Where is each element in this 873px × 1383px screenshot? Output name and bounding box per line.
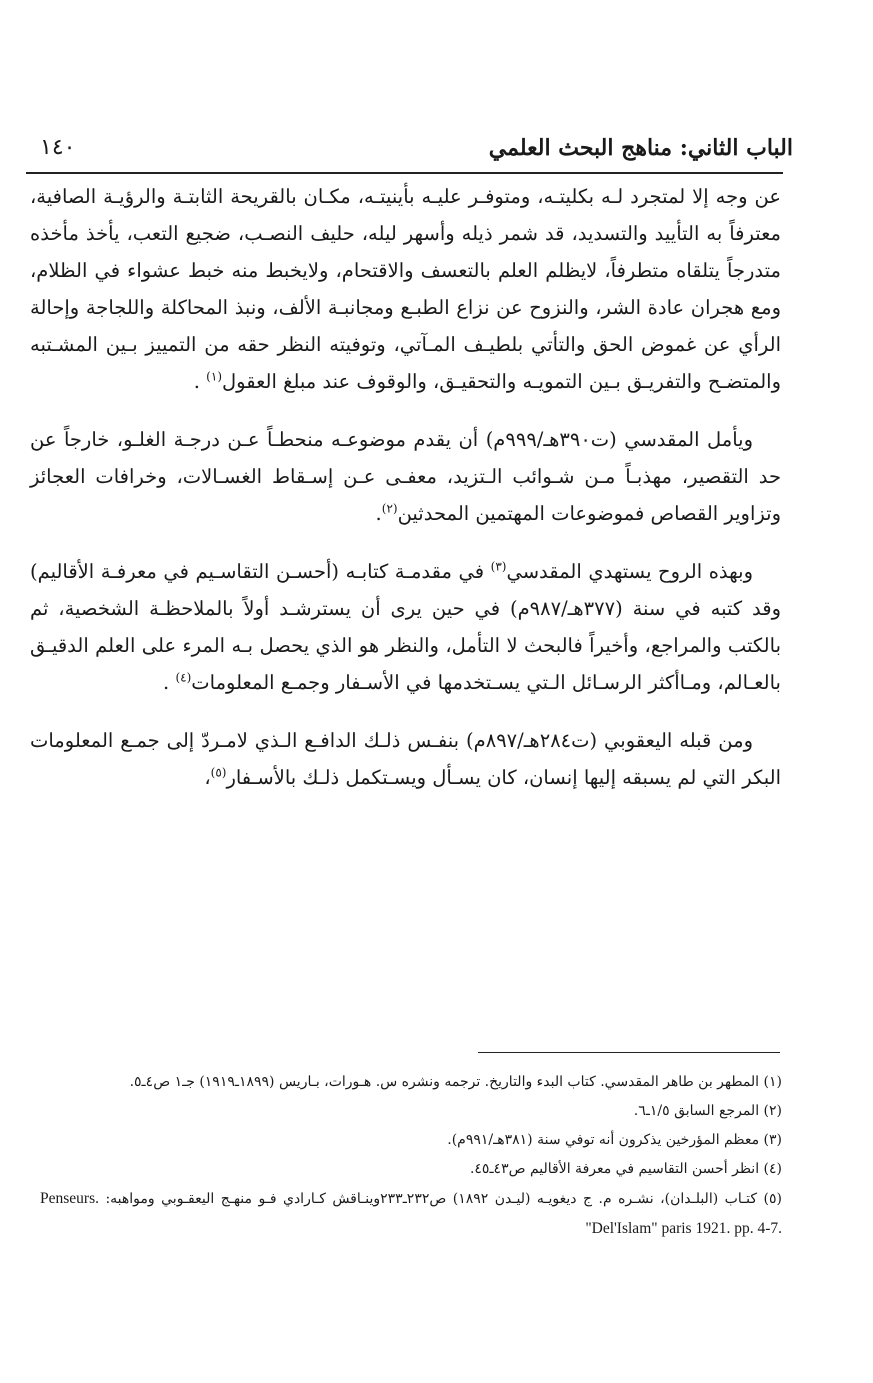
paragraph-1-text: عن وجه إلا لمتجرد لـه بكليتـه، ومتوفـر عليـه بأينيتـه، مكـان بالقريحة الثابتـة والرؤيـة الصافية، معترفاً به التأييد والتسديد، قد شمر ذيله وأسهر ليله، حليف النصـب، ضجيع التعب، يأخذ مأخذه متدرجاً يتلقاه متطرفاً، لايظلم العلم بالتعسف والاقتحام، ولايخبط منه خبط عشواء في الظلام، ومع هجران عادة الشر، والنزوح عن نزاع الطبـع ومجانبـة الألف، ونبذ المحاكلة واللجاجة وإحالة الرأي عن غموض الحق والتأتي بلطيـف المـآتي، وتوفيته النظر حقه من التمييز بـين المشـتبه والمتضـح والتفريـق بـين التمويـه والتحقيـق، والوقوف عند مبلغ العقول: [30, 185, 781, 393]
paragraph-3-middle: في مقدمـة كتابـه (أحسـن التقاسـيم في معرفـة الأقاليم) وقد كتبه في سنة (٣٧٧هـ/٩٨٧م) في حين يرى أن يسترشـد أولاً بالملاحظـة الشخصية، ثم بالكتب والمراجع، وأخيراً فالبحث لا التأمل، والنظر هو الذي يحصل بـه المرء على العلم الدقيـق بالعـالم، ومـاأكثر الرسـائل الـتي يسـتخدمها في الأسـفار وجمـع المعلومات: [30, 560, 781, 694]
paragraph-3-tail: .: [163, 671, 176, 694]
footnote-ref-3: (٣): [490, 559, 507, 574]
paragraph-4-tail: ،: [204, 766, 211, 789]
footnote-2: (٢) المرجع السابق ١/٥ـ٦.: [633, 1103, 782, 1119]
paragraph-1: [30, 178, 781, 400]
footnote-4: (٤) انظر أحسن التقاسيم في معرفة الأقاليم ص٤٣ـ٤٥.: [469, 1161, 782, 1177]
paragraph-4-text: ومن قبله اليعقوبي (ت٢٨٤هـ/٨٩٧م) بنفـس ذلـك الدافـع الـذي لامـردّ إلى جمـع المعلومات البكر التي لم يسبقه إليها إنسان، كان يسـأل ويسـتكمل ذلـك بالأسـفار: [30, 729, 781, 789]
footnote-5-text: (٥) كتـاب (البلـدان)، نشـره م. ج ديغويـه (ليـدن ١٨٩٢) ص٢٣٢ـ٢٣٣وينـاقش كـارادي فـو منهـج اليعقـوبي ومواهبه:: [105, 1191, 782, 1207]
footnote-ref-1: (١): [206, 369, 222, 384]
footnote-5-latin: Penseurs. "Del'Islam" paris 1921. pp. 4-7.: [40, 1190, 782, 1237]
footnotes: [40, 1068, 782, 1244]
footnote-3: (٣) معظم المؤرخين يذكرون أنه توفي سنة (٣٨١هـ/٩٩١م).: [447, 1132, 782, 1148]
page-number: ١٤٠: [40, 135, 76, 160]
footnote-ref-5: (٥): [210, 765, 227, 780]
running-header: [40, 128, 793, 168]
footnote-divider: [478, 1052, 780, 1053]
paragraph-4: [30, 722, 781, 796]
chapter-title: الباب الثاني: مناهج البحث العلمي: [488, 135, 793, 161]
paragraph-2-tail: .: [375, 502, 382, 525]
footnote-ref-4: (٤): [175, 670, 192, 685]
paragraph-3-text: وبهذه الروح يستهدي المقدسي: [506, 560, 753, 583]
paragraph-1-tail: .: [193, 370, 207, 393]
main-text: [30, 178, 781, 817]
header-divider: [26, 172, 783, 174]
footnote-5: [40, 1184, 782, 1244]
paragraph-2-text: ويأمل المقدسي (ت٣٩٠هـ/٩٩٩م) أن يقدم موضوعـه منحطـاً عـن درجـة الغلـو، خارجاً عن حد التقصير، مهذبـاً مـن شـوائب الـتزيد، معفـى عـن إسـقاط الغسـالات، وخرافات العجائز وتزاوير القصاص فموضوعات المهتمين المحدثين: [30, 428, 781, 525]
paragraph-3: [30, 553, 781, 701]
footnote-1: (١) المطهر بن طاهر المقدسي. كتاب البدء والتاريخ. ترجمه ونشره س. هـورات، بـاريس (١٨٩٩ـ١٩١٩) جـ١ ص٤ـ٥.: [129, 1074, 782, 1090]
paragraph-2: [30, 421, 781, 532]
footnote-ref-2: (٢): [381, 501, 398, 516]
